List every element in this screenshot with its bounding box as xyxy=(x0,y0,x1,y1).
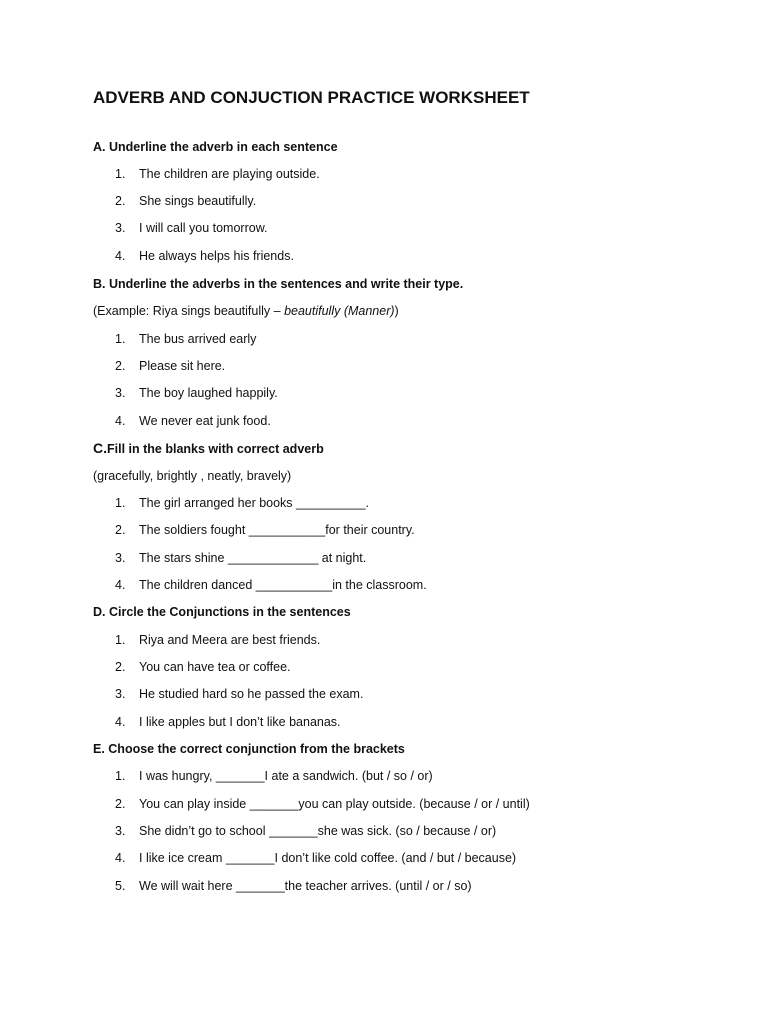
item-number: 5. xyxy=(115,879,126,893)
list-item xyxy=(115,714,341,730)
list-item xyxy=(115,166,320,182)
list-item xyxy=(115,850,516,866)
item-number: 1. xyxy=(115,769,126,783)
list-item xyxy=(115,796,530,812)
list-item xyxy=(115,358,225,374)
list-item xyxy=(115,248,294,264)
list-item xyxy=(115,577,427,593)
item-number: 4. xyxy=(115,715,126,729)
example-suffix: ) xyxy=(394,304,399,318)
section-c-heading-text: Fill in the blanks with correct adverb xyxy=(107,442,324,456)
list-item xyxy=(115,331,256,347)
list-item xyxy=(115,659,291,675)
list-item xyxy=(115,768,433,784)
item-text: You can play inside _______you can play outside. (because / or / until) xyxy=(139,797,530,811)
item-text: Riya and Meera are best friends. xyxy=(139,633,321,647)
item-number: 2. xyxy=(115,359,126,373)
section-c-letter: C. xyxy=(93,440,107,456)
item-number: 4. xyxy=(115,578,126,592)
item-number: 1. xyxy=(115,167,126,181)
item-text: We never eat junk food. xyxy=(139,414,271,428)
item-text: The bus arrived early xyxy=(139,332,257,346)
item-text: The children are playing outside. xyxy=(139,167,320,181)
list-item xyxy=(115,193,256,209)
list-item xyxy=(115,522,415,538)
item-number: 4. xyxy=(115,851,126,865)
item-number: 2. xyxy=(115,523,126,537)
item-number: 4. xyxy=(115,249,126,263)
list-item xyxy=(115,878,472,894)
item-number: 2. xyxy=(115,660,126,674)
item-text: The children danced ___________in the classroom. xyxy=(139,578,427,592)
section-e-heading: E. Choose the correct conjunction from the brackets xyxy=(93,742,405,756)
item-text: The soldiers fought ___________for their country. xyxy=(139,523,415,537)
list-item xyxy=(115,220,268,236)
list-item xyxy=(115,413,271,429)
item-text: You can have tea or coffee. xyxy=(139,660,291,674)
list-item xyxy=(115,495,369,511)
item-text: I like apples but I don’t like bananas. xyxy=(139,715,341,729)
section-d-heading: D. Circle the Conjunctions in the sentences xyxy=(93,605,351,619)
item-number: 3. xyxy=(115,551,126,565)
item-number: 2. xyxy=(115,797,126,811)
item-number: 2. xyxy=(115,194,126,208)
item-text: We will wait here _______the teacher arrives. (until / or / so) xyxy=(139,879,472,893)
list-item xyxy=(115,632,320,648)
item-number: 1. xyxy=(115,496,126,510)
item-number: 3. xyxy=(115,687,126,701)
item-number: 3. xyxy=(115,386,126,400)
item-number: 1. xyxy=(115,633,126,647)
item-number: 3. xyxy=(115,824,126,838)
section-b-example xyxy=(93,303,399,319)
list-item xyxy=(115,550,366,566)
list-item xyxy=(115,686,363,702)
item-text: I will call you tomorrow. xyxy=(139,221,268,235)
example-prefix: (Example: Riya sings beautifully – xyxy=(93,304,285,318)
section-c-heading xyxy=(93,440,324,457)
page-title: ADVERB AND CONJUCTION PRACTICE WORKSHEET xyxy=(93,88,530,107)
item-text: She didn’t go to school _______she was sick. (so / because / or) xyxy=(139,824,497,838)
item-text: Please sit here. xyxy=(139,359,226,373)
item-text: I like ice cream _______I don’t like cold coffee. (and / but / because) xyxy=(139,851,517,865)
item-text: I was hungry, _______I ate a sandwich. (but / so / or) xyxy=(139,769,433,783)
item-text: The girl arranged her books __________. xyxy=(139,496,370,510)
section-c-word-bank: (gracefully, brightly , neatly, bravely) xyxy=(93,469,292,483)
item-text: She sings beautifully. xyxy=(139,194,257,208)
item-text: He always helps his friends. xyxy=(139,249,294,263)
item-number: 4. xyxy=(115,414,126,428)
item-text: The boy laughed happily. xyxy=(139,386,278,400)
item-number: 1. xyxy=(115,332,126,346)
item-text: He studied hard so he passed the exam. xyxy=(139,687,364,701)
list-item xyxy=(115,823,496,839)
item-number: 3. xyxy=(115,221,126,235)
list-item xyxy=(115,385,278,401)
item-text: The stars shine _____________ at night. xyxy=(139,551,367,565)
section-a-heading: A. Underline the adverb in each sentence xyxy=(93,140,338,154)
section-b-heading: B. Underline the adverbs in the sentences and write their type. xyxy=(93,277,464,291)
example-answer: beautifully (Manner) xyxy=(284,304,395,318)
